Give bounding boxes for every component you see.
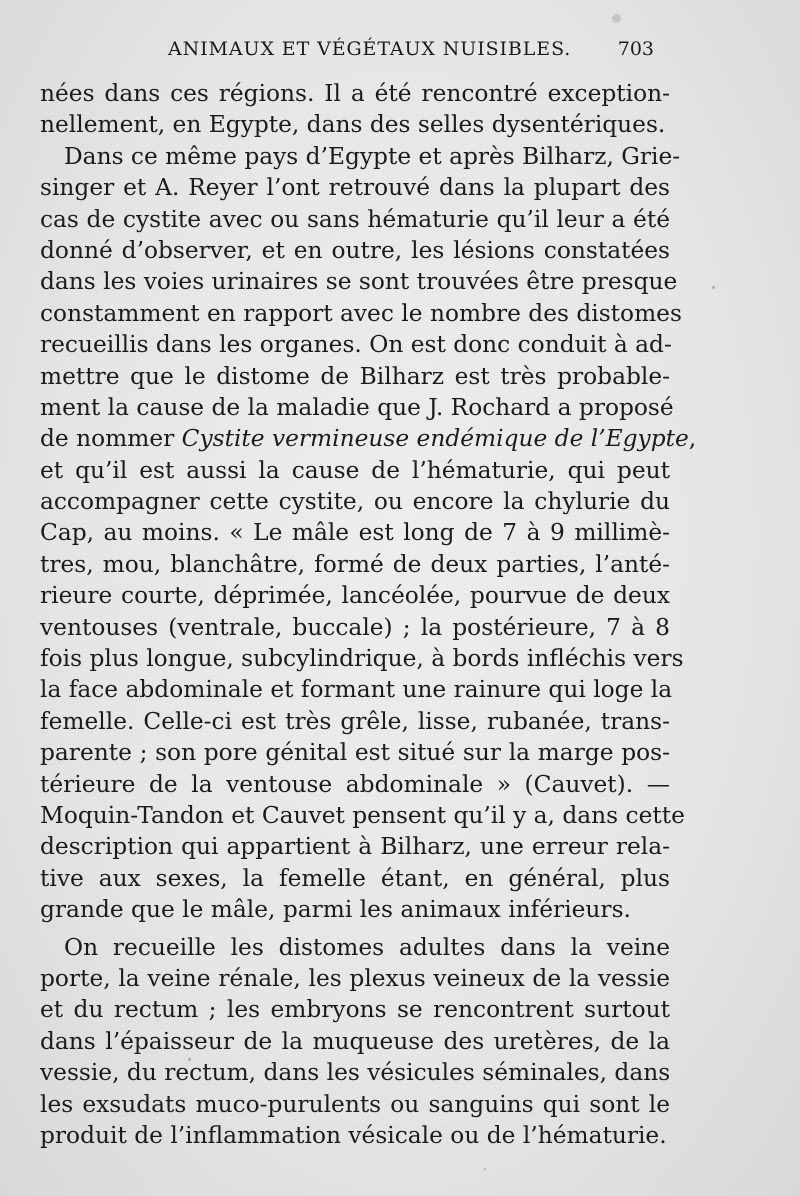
text-line: et qu’il est aussi la cause de l’hématurie, qui peut xyxy=(40,456,670,484)
text-line: produit de l’inflammation vésicale ou de l’hématurie. xyxy=(40,1121,667,1149)
paper-speck xyxy=(484,1168,486,1170)
text-segment: de nommer xyxy=(40,425,182,453)
text-line: donné d’observer, et en outre, les lésions constatées xyxy=(40,236,670,264)
text-line: Cap, au moins. « Le mâle est long de 7 à 9 millimè- xyxy=(40,519,670,547)
text-line: et du rectum ; les embryons se rencontrent surtout xyxy=(40,996,670,1024)
text-line: tres, mou, blanchâtre, formé de deux parties, l’anté- xyxy=(40,550,670,578)
text-line: grande que le mâle, parmi les animaux inférieurs. xyxy=(40,896,631,924)
text-line: Moquin-Tandon et Cauvet pensent qu’il y a, dans cette xyxy=(40,801,685,829)
text-line: ment la cause de la maladie que J. Rochard a proposé xyxy=(40,393,674,421)
page-header xyxy=(40,38,660,64)
text-line: constamment en rapport avec le nombre des distomes xyxy=(40,299,682,327)
page-number: 703 xyxy=(617,38,654,60)
text-line: femelle. Celle-ci est très grêle, lisse, rubanée, trans- xyxy=(40,707,670,735)
text-line: description qui appartient à Bilharz, une erreur rela- xyxy=(40,833,670,861)
text-line: nées dans ces régions. Il a été rencontré exception- xyxy=(40,80,670,107)
text-line: tive aux sexes, la femelle étant, en général, plus xyxy=(40,864,670,892)
text-segment: , xyxy=(688,425,697,453)
text-line: singer et A. Reyer l’ont retrouvé dans la plupart des xyxy=(40,174,670,202)
text-line: accompagner cette cystite, ou encore la chylurie du xyxy=(40,488,670,516)
text-line: dans l’épaisseur de la muqueuse des uretères, de la xyxy=(40,1027,670,1055)
paper-speck xyxy=(712,286,715,289)
body-text xyxy=(40,78,697,1151)
text-line: rieure courte, déprimée, lancéolée, pourvue de deux xyxy=(40,582,670,610)
paragraph xyxy=(40,78,670,141)
text-line: recueillis dans les organes. On est donc conduit à ad- xyxy=(40,331,672,359)
text-line: vessie, du rectum, dans les vésicules séminales, dans xyxy=(40,1059,671,1087)
text-line: On recueille les distomes adultes dans la veine xyxy=(64,933,670,961)
text-line: dans les voies urinaires se sont trouvées être presque xyxy=(40,268,678,296)
text-line: les exsudats muco-purulents ou sanguins qui sont le xyxy=(40,1090,670,1118)
text-line: nellement, en Egypte, dans des selles dysentériques. xyxy=(40,111,666,139)
paragraph xyxy=(40,141,697,926)
text-line: mettre que le distome de Bilharz est très probable- xyxy=(40,362,670,390)
text-line: ventouses (ventrale, buccale) ; la postérieure, 7 à 8 xyxy=(40,613,670,641)
running-head: ANIMAUX ET VÉGÉTAUX NUISIBLES. xyxy=(168,38,572,60)
text-line: cas de cystite avec ou sans hématurie qu’il leur a été xyxy=(40,205,670,233)
paper-speck xyxy=(612,14,621,23)
text-line: la face abdominale et formant une rainure qui loge la xyxy=(40,676,673,704)
text-line: parente ; son pore génital est situé sur la marge pos- xyxy=(40,739,670,767)
italic-title: Cystite vermineuse endémique de l’Egypte xyxy=(181,425,689,453)
text-line: Dans ce même pays d’Egypte et après Bilharz, Grie- xyxy=(64,142,681,170)
text-line: porte, la veine rénale, les plexus veineux de la vessie xyxy=(40,964,670,992)
text-line: térieure de la ventouse abdominale » (Cauvet). — xyxy=(40,770,670,798)
text-line xyxy=(40,423,697,454)
paragraph xyxy=(40,932,670,1152)
text-line: fois plus longue, subcylindrique, à bords infléchis vers xyxy=(40,645,684,673)
